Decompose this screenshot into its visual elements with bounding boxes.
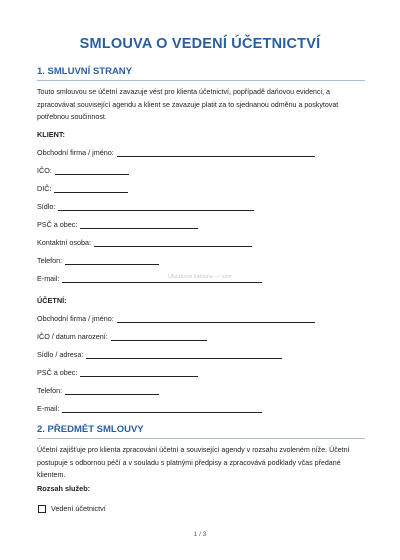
client-phone-field[interactable]: [37, 256, 159, 265]
fill-line[interactable]: [86, 351, 282, 359]
fill-line[interactable]: [80, 221, 198, 229]
fill-line[interactable]: [94, 239, 252, 247]
checkbox-label: Vedení účetnictví: [51, 504, 106, 513]
client-name-field[interactable]: [37, 148, 315, 157]
accountant-name-field[interactable]: [37, 314, 315, 323]
field-label: Telefon:: [37, 386, 63, 395]
fill-line[interactable]: [58, 203, 254, 211]
client-zip-field[interactable]: [37, 220, 198, 229]
checkbox[interactable]: [38, 505, 46, 513]
document-title: SMLOUVA O VEDENÍ ÚČETNICTVÍ: [79, 36, 321, 52]
field-label: IČO / datum narození:: [37, 332, 108, 341]
field-label: DIČ:: [37, 184, 52, 193]
field-label: PSČ a obec:: [37, 220, 78, 229]
fill-line[interactable]: [80, 369, 198, 377]
field-label: Kontaktní osoba:: [37, 238, 91, 247]
field-label: PSČ a obec:: [37, 368, 78, 377]
field-label: Sídlo:: [37, 202, 56, 211]
subject-paragraph: Účetní zajišťuje pro klienta zpracování účetní a související agendy v rozsahu zvoleném níže. Účetní postupuje s odbornou péčí a v souladu s platnými předpisy a zpracovává podklady včas předané klientem.: [37, 446, 350, 480]
page-indicator: 1 / 3: [193, 531, 207, 538]
fill-line[interactable]: [65, 387, 159, 395]
fill-line[interactable]: [54, 185, 128, 193]
section-heading-subject: 2. PŘEDMĚT SMLOUVY: [37, 424, 144, 435]
fill-line[interactable]: [55, 167, 129, 175]
services-label: Rozsah služeb:: [37, 484, 91, 493]
intro-paragraph: Touto smlouvou se účetní zavazuje vést pro klienta účetnictví, popřípadě daňovou evidenci, a zpracovávat související agendu a klient se zavazuje platit za to sjednanou odměnu a poskytovat potřebnou součinnost.: [37, 88, 339, 122]
fill-line[interactable]: [111, 333, 207, 341]
section-heading-parties: 1. SMLUVNÍ STRANY: [37, 66, 133, 77]
client-contact-field[interactable]: [37, 238, 252, 247]
accountant-seat-field[interactable]: [37, 350, 282, 359]
watermark-text: Ukázková šablona — vzor: [168, 274, 232, 280]
accountant-phone-field[interactable]: [37, 386, 159, 395]
client-label: KLIENT:: [37, 130, 65, 139]
field-label: E-mail:: [37, 274, 60, 283]
accountant-ico-field[interactable]: [37, 332, 207, 341]
field-label: E-mail:: [37, 404, 60, 413]
client-ico-field[interactable]: [37, 166, 129, 175]
fill-line[interactable]: [117, 149, 315, 157]
section-divider: [37, 438, 365, 439]
field-label: Sídlo / adresa:: [37, 350, 84, 359]
field-label: Obchodní firma / jméno:: [37, 148, 114, 157]
client-dic-field[interactable]: [37, 184, 128, 193]
fill-line[interactable]: [62, 405, 262, 413]
field-label: IČO:: [37, 166, 52, 175]
section-divider: [37, 80, 365, 81]
accountant-label: ÚČETNÍ:: [37, 296, 67, 305]
field-label: Telefon:: [37, 256, 63, 265]
service-option-accounting[interactable]: [38, 504, 106, 513]
client-seat-field[interactable]: [37, 202, 254, 211]
fill-line[interactable]: [117, 315, 315, 323]
fill-line[interactable]: [65, 257, 159, 265]
accountant-zip-field[interactable]: [37, 368, 198, 377]
field-label: Obchodní firma / jméno:: [37, 314, 114, 323]
accountant-email-field[interactable]: [37, 404, 262, 413]
